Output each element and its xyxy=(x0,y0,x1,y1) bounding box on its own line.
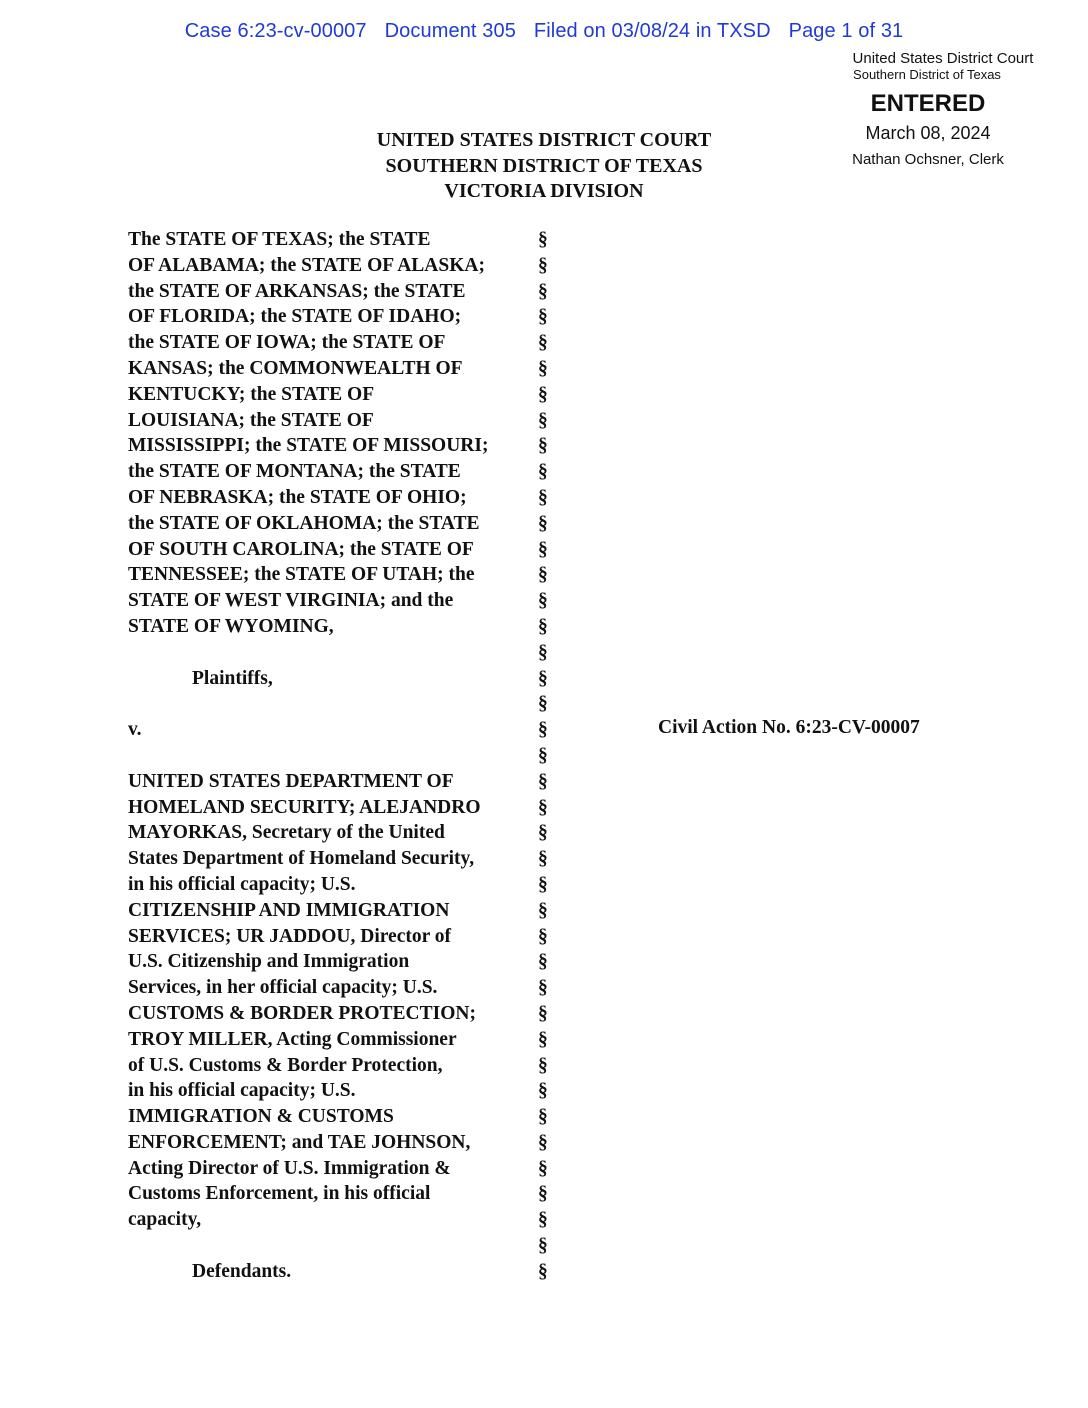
caption-text: CITIZENSHIP AND IMMIGRATION xyxy=(128,899,450,921)
court-heading-line-3: VICTORIA DIVISION xyxy=(444,180,644,202)
caption-text: the STATE OF IOWA; the STATE OF xyxy=(128,332,446,354)
caption-text: MAYORKAS, Secretary of the United xyxy=(128,822,445,844)
caption-row xyxy=(128,537,558,563)
caption-text: in his official capacity; U.S. xyxy=(128,1080,356,1102)
section-symbol: § xyxy=(538,435,548,457)
caption-row xyxy=(128,691,558,717)
section-symbol: § xyxy=(538,719,548,741)
caption-text: SERVICES; UR JADDOU, Director of xyxy=(128,925,452,947)
caption-row xyxy=(128,1259,558,1285)
caption-text: the STATE OF MONTANA; the STATE xyxy=(128,461,461,483)
section-symbol: § xyxy=(538,770,548,792)
filed-date: Filed on 03/08/24 in TXSD xyxy=(533,20,771,42)
section-symbol: § xyxy=(538,1209,548,1231)
caption-row xyxy=(128,1181,558,1207)
caption-text: IMMIGRATION & CUSTOMS xyxy=(128,1106,394,1128)
caption-row xyxy=(128,588,558,614)
caption-text: Acting Director of U.S. Immigration & xyxy=(128,1157,451,1179)
caption-row xyxy=(128,640,558,666)
caption-blank-line xyxy=(128,743,538,769)
document-number: Document 305 xyxy=(384,20,516,42)
caption-text: of U.S. Customs & Border Protection, xyxy=(128,1054,443,1076)
caption-text: UNITED STATES DEPARTMENT OF xyxy=(128,770,454,792)
caption-row xyxy=(128,511,558,537)
entered-clerk: Nathan Ochsner, Clerk xyxy=(852,151,1004,168)
caption-row xyxy=(128,433,558,459)
court-heading-line-2: SOUTHERN DISTRICT OF TEXAS xyxy=(385,154,703,177)
caption-row xyxy=(128,717,558,743)
caption-row xyxy=(128,949,558,975)
caption-text: STATE OF WYOMING, xyxy=(128,615,334,637)
caption-row xyxy=(128,1027,558,1053)
case-caption xyxy=(128,227,558,1285)
section-symbol: § xyxy=(538,693,548,715)
court-heading-line-1: UNITED STATES DISTRICT COURT xyxy=(376,129,712,151)
caption-text: the STATE OF ARKANSAS; the STATE xyxy=(128,280,466,302)
caption-row xyxy=(128,1078,558,1104)
section-symbol: § xyxy=(538,641,548,663)
section-symbol: § xyxy=(538,1080,548,1102)
section-symbol: § xyxy=(538,951,548,973)
caption-row xyxy=(128,1156,558,1182)
caption-text: KANSAS; the COMMONWEALTH OF xyxy=(128,357,463,379)
section-symbol: § xyxy=(538,925,548,947)
entered-stamp xyxy=(838,50,1038,171)
caption-text: Defendants. xyxy=(192,1260,292,1282)
civil-action-number: Civil Action No. 6:23-CV-00007 xyxy=(658,717,920,738)
entered-date: March 08, 2024 xyxy=(865,123,991,143)
caption-row xyxy=(128,1053,558,1079)
section-symbol: § xyxy=(538,486,548,508)
caption-text: OF ALABAMA; the STATE OF ALASKA; xyxy=(128,254,485,276)
caption-text: ENFORCEMENT; and TAE JOHNSON, xyxy=(128,1131,471,1153)
caption-row xyxy=(128,227,558,253)
caption-text: The STATE OF TEXAS; the STATE xyxy=(128,229,431,250)
section-symbol: § xyxy=(538,254,548,276)
caption-row xyxy=(128,872,558,898)
section-symbol: § xyxy=(538,796,548,818)
caption-row xyxy=(128,1207,558,1233)
section-symbol: § xyxy=(538,899,548,921)
section-symbol: § xyxy=(538,538,548,560)
caption-text: in his official capacity; U.S. xyxy=(128,873,356,895)
entered-status: ENTERED xyxy=(870,90,986,117)
section-symbol: § xyxy=(538,1157,548,1179)
caption-text: STATE OF WEST VIRGINIA; and the xyxy=(128,590,454,612)
caption-text: Services, in her official capacity; U.S. xyxy=(128,977,438,999)
section-symbol: § xyxy=(538,564,548,586)
caption-row xyxy=(128,279,558,305)
caption-text: CUSTOMS & BORDER PROTECTION; xyxy=(128,1002,476,1024)
section-symbol: § xyxy=(538,409,548,431)
caption-text: LOUISIANA; the STATE OF xyxy=(128,409,374,431)
section-symbol: § xyxy=(538,1131,548,1153)
caption-row xyxy=(128,485,558,511)
caption-text: OF SOUTH CAROLINA; the STATE OF xyxy=(128,538,474,560)
section-symbol: § xyxy=(538,977,548,999)
caption-row xyxy=(128,666,558,692)
caption-text: U.S. Citizenship and Immigration xyxy=(128,951,410,973)
caption-text: KENTUCKY; the STATE OF xyxy=(128,383,375,405)
caption-row xyxy=(128,820,558,846)
section-symbol: § xyxy=(538,461,548,483)
entered-district: Southern District of Texas xyxy=(853,67,1001,82)
section-symbol: § xyxy=(538,229,548,250)
caption-text: OF FLORIDA; the STATE OF IDAHO; xyxy=(128,306,462,328)
court-heading xyxy=(344,128,744,205)
caption-text: the STATE OF OKLAHOMA; the STATE xyxy=(128,512,480,534)
caption-row xyxy=(128,795,558,821)
caption-row xyxy=(128,253,558,279)
section-symbol: § xyxy=(538,512,548,534)
caption-row xyxy=(128,975,558,1001)
section-symbol: § xyxy=(538,590,548,612)
caption-row xyxy=(128,898,558,924)
section-symbol: § xyxy=(538,667,548,689)
section-symbol: § xyxy=(538,873,548,895)
caption-text: States Department of Homeland Security, xyxy=(128,848,475,870)
section-symbol: § xyxy=(538,1260,548,1282)
caption-row xyxy=(128,304,558,330)
caption-row xyxy=(128,846,558,872)
caption-row xyxy=(128,1001,558,1027)
caption-text: OF NEBRASKA; the STATE OF OHIO; xyxy=(128,486,467,508)
caption-text: TENNESSEE; the STATE OF UTAH; the xyxy=(128,564,475,586)
entered-court: United States District Court xyxy=(852,50,1034,67)
caption-text: Plaintiffs, xyxy=(192,667,273,689)
section-symbol: § xyxy=(538,744,548,766)
caption-text: HOMELAND SECURITY; ALEJANDRO xyxy=(128,796,481,818)
caption-row xyxy=(128,743,558,769)
section-symbol: § xyxy=(538,1054,548,1076)
caption-row xyxy=(128,614,558,640)
case-number: Case 6:23-cv-00007 xyxy=(184,20,367,42)
section-symbol: § xyxy=(538,1002,548,1024)
section-symbol: § xyxy=(538,280,548,302)
section-symbol: § xyxy=(538,615,548,637)
filing-stamp-header xyxy=(0,20,1088,43)
caption-text: capacity, xyxy=(128,1209,202,1231)
section-symbol: § xyxy=(538,306,548,328)
caption-row xyxy=(128,382,558,408)
caption-row xyxy=(128,1130,558,1156)
caption-text: Customs Enforcement, in his official xyxy=(128,1183,431,1205)
section-symbol: § xyxy=(538,357,548,379)
caption-row xyxy=(128,1233,558,1259)
caption-row xyxy=(128,330,558,356)
caption-text: MISSISSIPPI; the STATE OF MISSOURI; xyxy=(128,435,489,457)
caption-row xyxy=(128,562,558,588)
caption-row xyxy=(128,408,558,434)
section-symbol: § xyxy=(538,1183,548,1205)
page-indicator: Page 1 of 31 xyxy=(788,20,904,42)
section-symbol: § xyxy=(538,822,548,844)
caption-text: TROY MILLER, Acting Commissioner xyxy=(128,1028,457,1050)
section-symbol: § xyxy=(538,332,548,354)
caption-blank-line xyxy=(128,640,538,666)
caption-row xyxy=(128,1104,558,1130)
section-symbol: § xyxy=(538,1235,548,1257)
section-symbol: § xyxy=(538,1106,548,1128)
caption-row xyxy=(128,924,558,950)
caption-row xyxy=(128,356,558,382)
section-symbol: § xyxy=(538,1028,548,1050)
section-symbol: § xyxy=(538,848,548,870)
caption-text: v. xyxy=(128,719,142,741)
caption-blank-line xyxy=(128,1233,538,1259)
caption-blank-line xyxy=(128,691,538,717)
caption-row xyxy=(128,769,558,795)
section-symbol: § xyxy=(538,383,548,405)
caption-row xyxy=(128,459,558,485)
